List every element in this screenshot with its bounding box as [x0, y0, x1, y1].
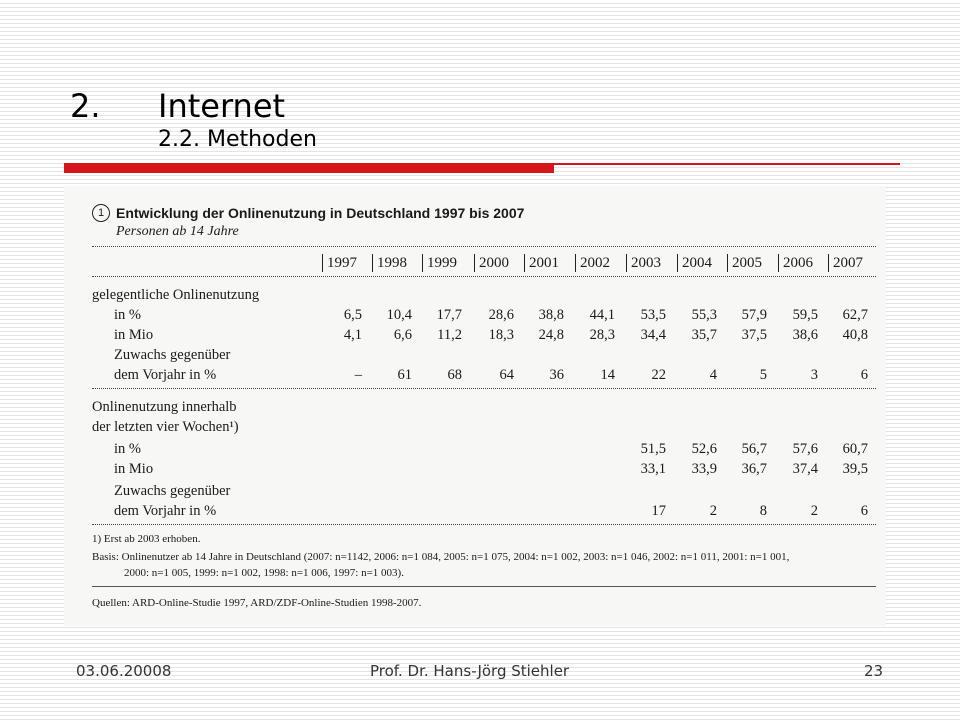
- table-cell: 55,3: [691, 307, 717, 323]
- year-header: 2004: [677, 254, 712, 272]
- table-cell: 60,7: [842, 441, 868, 457]
- slide-number: 23: [864, 662, 884, 680]
- row-label: dem Vorjahr in %: [114, 503, 217, 519]
- table-cell: 51,5: [640, 441, 666, 457]
- year-header: 1999: [422, 254, 457, 272]
- table-cell: 44,1: [589, 307, 615, 323]
- row-label: gelegentliche Onlinenutzung: [92, 287, 260, 303]
- table-cell: 53,5: [640, 307, 666, 323]
- table-cell: 28,6: [488, 307, 514, 323]
- table-cell: 52,6: [691, 441, 717, 457]
- table-cell: 24,8: [538, 327, 564, 343]
- year-header: 2002: [575, 254, 610, 272]
- row-label: in %: [114, 441, 141, 457]
- table-cell: 6: [860, 503, 868, 519]
- table-cell: 35,7: [691, 327, 717, 343]
- footnote: 1) Erst ab 2003 erhoben.: [92, 533, 201, 545]
- table-cell: 40,8: [842, 327, 868, 343]
- year-header: 2000: [474, 254, 509, 272]
- divider: [92, 586, 876, 587]
- table-cell: 38,6: [792, 327, 818, 343]
- page-subtitle: 2.2. Methoden: [158, 127, 317, 152]
- page-title: Internet: [158, 87, 286, 125]
- table-cell: 57,6: [792, 441, 818, 457]
- basis-note-cont: 2000: n=1 005, 1999: n=1 002, 1998: n=1 006, 1997: n=1 003).: [124, 567, 404, 579]
- year-header: 1998: [372, 254, 407, 272]
- table-cell: 36,7: [741, 461, 767, 477]
- row-label: der letzten vier Wochen¹): [92, 419, 239, 435]
- sources-note: Quellen: ARD-Online-Studie 1997, ARD/ZDF-Online-Studien 1998-2007.: [92, 597, 422, 609]
- section-number: 2.: [70, 87, 101, 125]
- year-header: 2005: [727, 254, 762, 272]
- table-cell: 64: [499, 367, 514, 383]
- table-title: Entwicklung der Onlinenutzung in Deutschland 1997 bis 2007: [116, 205, 525, 221]
- table-cell: 2: [709, 503, 717, 519]
- footer-author: Prof. Dr. Hans-Jörg Stiehler: [370, 662, 570, 680]
- divider: [92, 388, 876, 389]
- table-image: [64, 186, 886, 626]
- table-cell: 33,1: [640, 461, 666, 477]
- basis-note: Basis: Onlinenutzer ab 14 Jahre in Deutschland (2007: n=1142, 2006: n=1 084, 2005: n=1 075, 2004: n=1 002, 2003: n=1 046, 2002: n=1 011, 2001: n=1 001,: [92, 551, 790, 563]
- table-number-badge: 1: [92, 204, 110, 222]
- row-label: in Mio: [114, 327, 154, 343]
- table-cell: 6: [860, 367, 868, 383]
- table-cell: 10,4: [386, 307, 412, 323]
- table-cell: 17,7: [436, 307, 462, 323]
- table-cell: 2: [810, 503, 818, 519]
- table-cell: 37,5: [741, 327, 767, 343]
- year-header: 1997: [322, 254, 357, 272]
- year-header: 2007: [828, 254, 863, 272]
- year-header: 2001: [524, 254, 559, 272]
- table-cell: 33,9: [691, 461, 717, 477]
- table-cell: 68: [447, 367, 462, 383]
- table-cell: 36: [549, 367, 564, 383]
- table-cell: 59,5: [792, 307, 818, 323]
- footer-date: 03.06.20008: [76, 662, 172, 680]
- table-cell: 8: [759, 503, 767, 519]
- table-cell: 37,4: [792, 461, 818, 477]
- row-label: in %: [114, 307, 141, 323]
- row-label: Onlinenutzung innerhalb: [92, 399, 237, 415]
- table-cell: 57,9: [741, 307, 767, 323]
- row-label: dem Vorjahr in %: [114, 367, 217, 383]
- title-underline-bar: [64, 163, 554, 173]
- table-cell: –: [354, 367, 362, 383]
- row-label: Zuwachs gegenüber: [114, 483, 231, 499]
- title-underline-line: [554, 163, 900, 165]
- table-cell: 38,8: [538, 307, 564, 323]
- year-header: 2006: [778, 254, 813, 272]
- table-cell: 18,3: [488, 327, 514, 343]
- table-cell: 34,4: [640, 327, 666, 343]
- divider: [92, 524, 876, 525]
- table-cell: 6,6: [393, 327, 412, 343]
- table-cell: 17: [651, 503, 666, 519]
- year-header: 2003: [626, 254, 661, 272]
- table-cell: 5: [759, 367, 767, 383]
- table-cell: 11,2: [437, 327, 462, 343]
- table-cell: 4,1: [343, 327, 362, 343]
- table-cell: 22: [651, 367, 666, 383]
- table-cell: 3: [810, 367, 818, 383]
- divider: [92, 276, 876, 277]
- table-subtitle: Personen ab 14 Jahre: [116, 224, 239, 239]
- table-cell: 28,3: [589, 327, 615, 343]
- table-cell: 62,7: [842, 307, 868, 323]
- row-label: in Mio: [114, 461, 154, 477]
- table-cell: 6,5: [343, 307, 362, 323]
- table-cell: 4: [709, 367, 717, 383]
- row-label: Zuwachs gegenüber: [114, 347, 231, 363]
- table-cell: 14: [600, 367, 615, 383]
- table-cell: 61: [397, 367, 412, 383]
- table-cell: 56,7: [741, 441, 767, 457]
- divider: [92, 246, 876, 247]
- table-cell: 39,5: [842, 461, 868, 477]
